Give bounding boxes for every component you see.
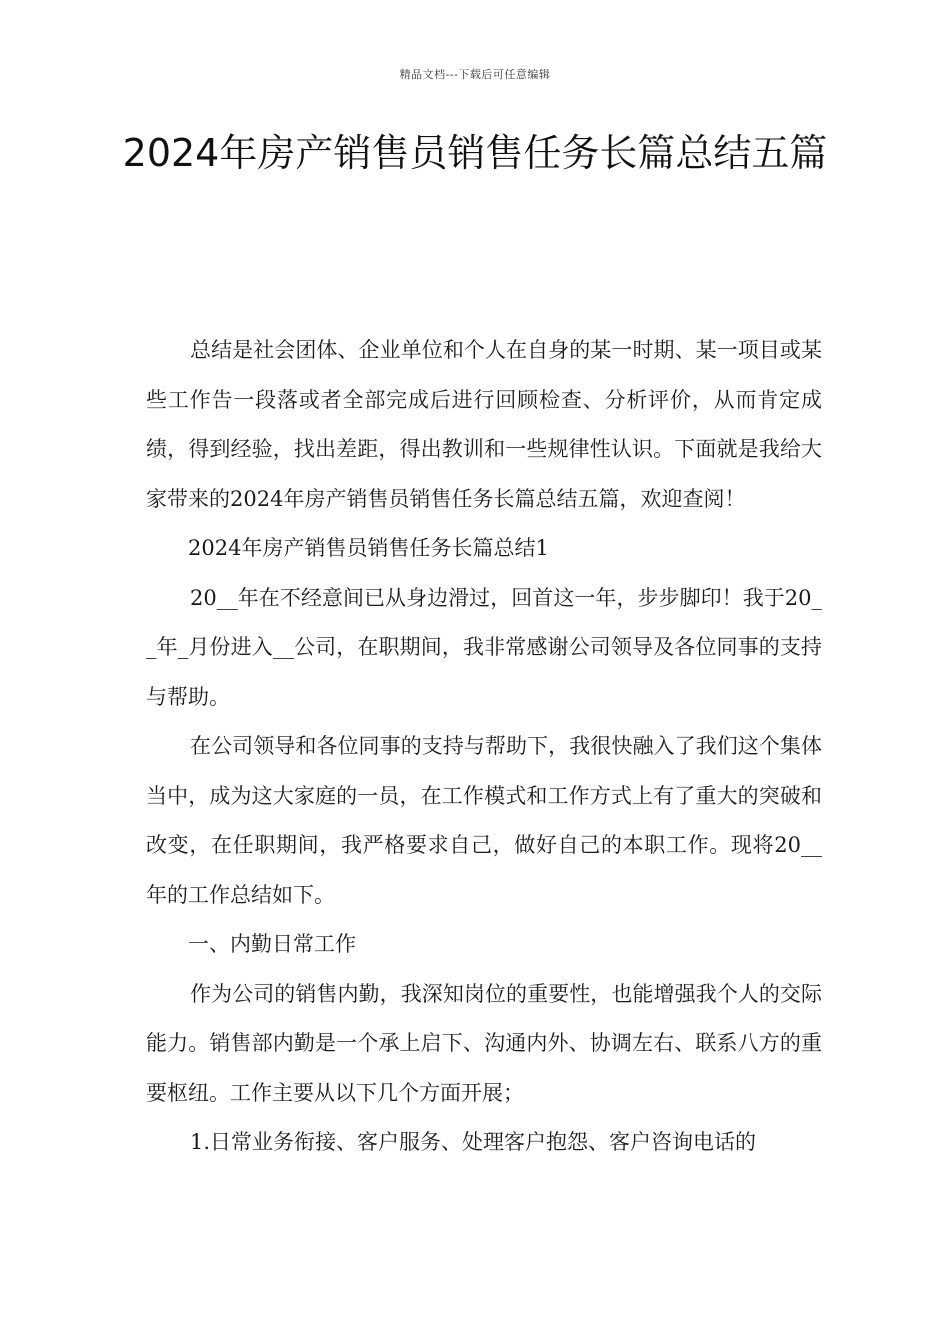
section-heading-summary-1: 2024年房产销售员销售任务长篇总结1 — [188, 536, 549, 560]
paragraph-review: 20__年在不经意间已从身边滑过，回首这一年，步步脚印！我于20__年_月份进入__公司，在职期间，我非常感谢公司领导及各位同事的支持与帮助。 — [146, 585, 822, 709]
document-body — [146, 326, 822, 1168]
paragraph-list-item-1: 1.日常业务衔接、客户服务、处理客户抱怨、客户咨询电话的 — [190, 1130, 757, 1154]
paragraph-internal-role: 作为公司的销售内勤，我深知岗位的重要性，也能增强我个人的交际能力。销售部内勤是一个承上启下、沟通内外、协调左右、联系八方的重要枢纽。工作主要从以下几个方面开展； — [146, 981, 822, 1105]
paragraph-team: 在公司领导和各位同事的支持与帮助下，我很快融入了我们这个集体当中，成为这大家庭的一员，在工作模式和工作方式上有了重大的突破和改变，在任职期间，我严格要求自己，做好自己的本职工作。现将20__年的工作总结如下。 — [146, 734, 822, 907]
document-title: 2024年房产销售员销售任务长篇总结五篇 — [122, 131, 828, 175]
paragraph-intro: 总结是社会团体、企业单位和个人在自身的某一时期、某一项目或某些工作告一段落或者全部完成后进行回顾检查、分析评价，从而肯定成绩，得到经验，找出差距，得出教训和一些规律性认识。下面就是我给大家带来的2024年房产销售员销售任务长篇总结五篇，欢迎查阅！ — [146, 338, 822, 511]
header-note: 精品文档---下载后可任意编辑 — [399, 68, 551, 81]
section-heading-internal-work: 一、内勤日常工作 — [188, 932, 356, 956]
